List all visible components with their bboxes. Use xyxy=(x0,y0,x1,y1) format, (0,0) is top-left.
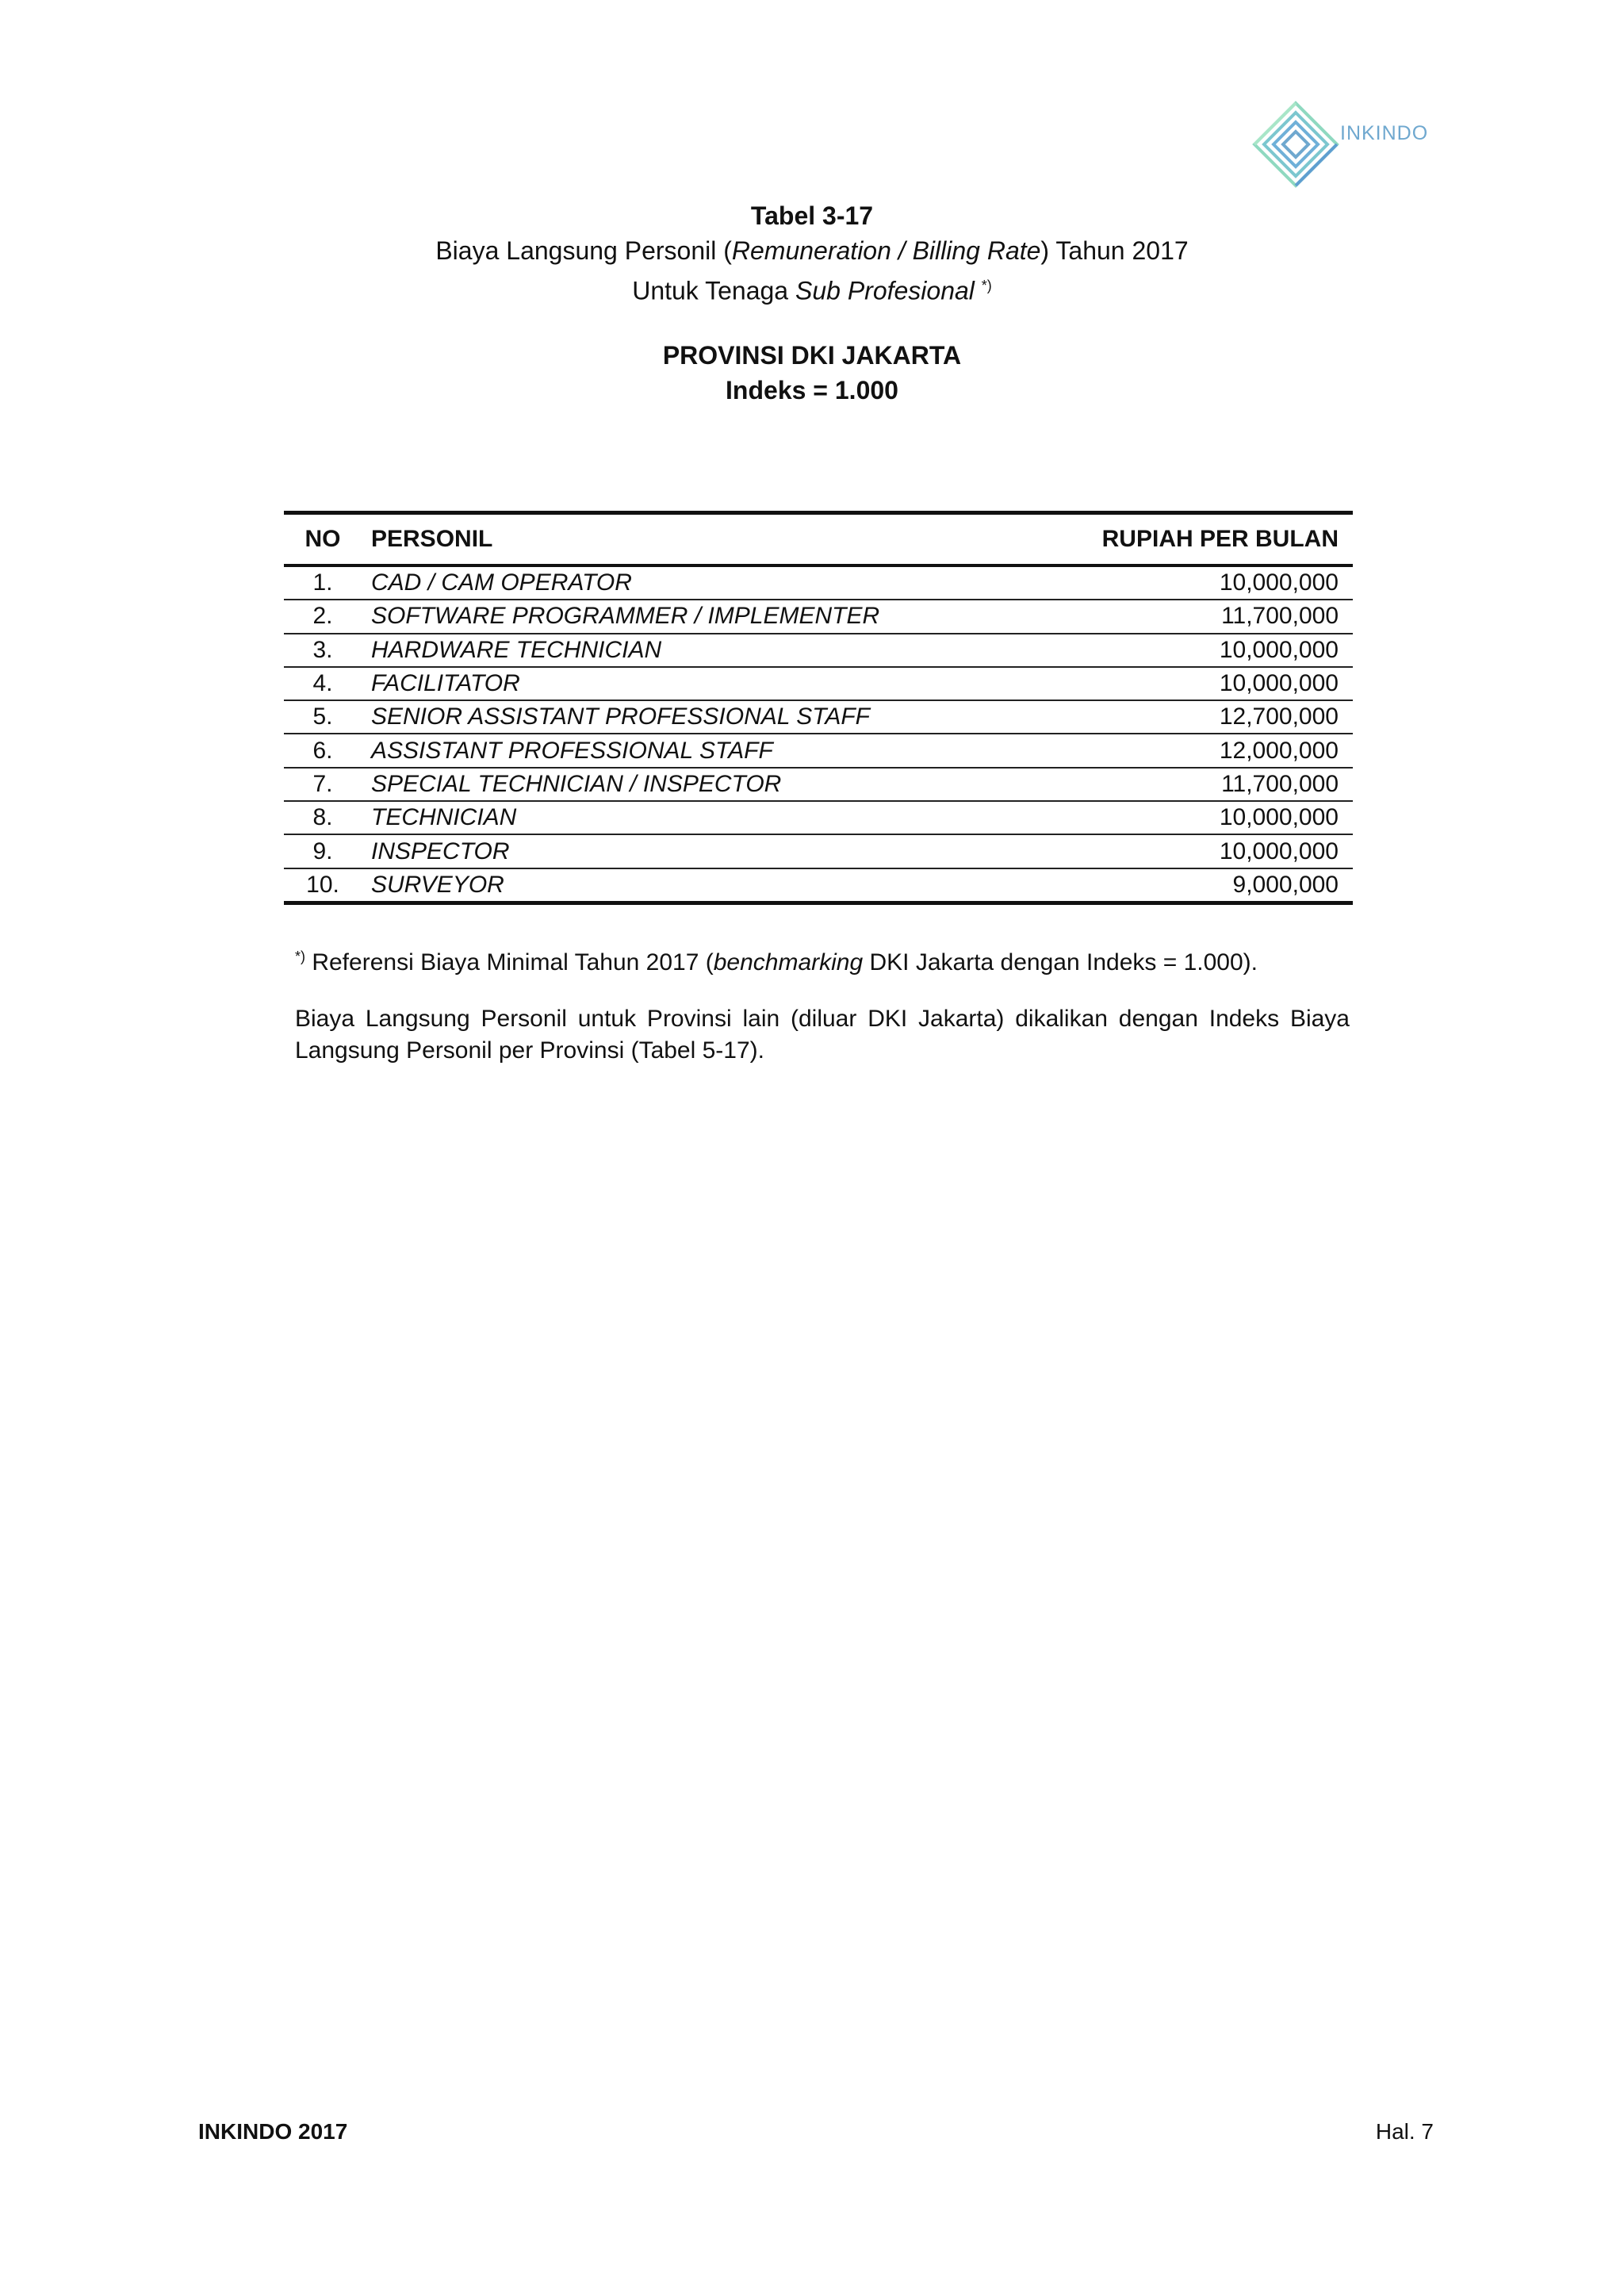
row-no: 5. xyxy=(284,700,362,734)
row-personil: HARDWARE TECHNICIAN xyxy=(362,634,1037,667)
title-line-3 xyxy=(0,268,1624,309)
title-line-2-pre: Biaya Langsung Personil ( xyxy=(435,236,732,265)
row-personil: TECHNICIAN xyxy=(362,801,1037,834)
row-personil: INSPECTOR xyxy=(362,834,1037,868)
row-rupiah: 10,000,000 xyxy=(1037,565,1353,600)
table-row xyxy=(284,600,1353,633)
row-no: 6. xyxy=(284,734,362,767)
table-row xyxy=(284,700,1353,734)
explanatory-paragraph: Biaya Langsung Personil untuk Provinsi lain (diluar DKI Jakarta) dikalikan dengan Indeks Biaya Langsung Personil per Provinsi (Tabel 5-17). xyxy=(295,1006,1350,1064)
table-row xyxy=(284,834,1353,868)
table-row xyxy=(284,801,1353,834)
row-rupiah: 11,700,000 xyxy=(1037,600,1353,633)
row-rupiah: 10,000,000 xyxy=(1037,634,1353,667)
row-rupiah: 10,000,000 xyxy=(1037,834,1353,868)
province-block xyxy=(0,338,1624,408)
row-personil: SURVEYOR xyxy=(362,868,1037,903)
title-block xyxy=(0,198,1624,309)
row-no: 3. xyxy=(284,634,362,667)
inkindo-logo-icon xyxy=(1251,100,1340,189)
table-row xyxy=(284,768,1353,801)
row-no: 2. xyxy=(284,600,362,633)
row-no: 7. xyxy=(284,768,362,801)
header-personil: PERSONIL xyxy=(362,513,1037,566)
row-no: 8. xyxy=(284,801,362,834)
row-rupiah: 11,700,000 xyxy=(1037,768,1353,801)
table-row xyxy=(284,565,1353,600)
footnote-pre: Referensi Biaya Minimal Tahun 2017 ( xyxy=(305,949,714,976)
title-line-3-italic: Sub Profesional xyxy=(795,276,975,305)
title-line-2 xyxy=(0,233,1624,268)
province-title: PROVINSI DKI JAKARTA xyxy=(662,341,962,370)
rates-table xyxy=(284,511,1353,905)
page-number: Hal. 7 xyxy=(1375,2119,1434,2144)
row-no: 1. xyxy=(284,565,362,600)
header-rupiah: RUPIAH PER BULAN xyxy=(1037,513,1353,566)
row-personil: SOFTWARE PROGRAMMER / IMPLEMENTER xyxy=(362,600,1037,633)
table-row xyxy=(284,868,1353,903)
row-rupiah: 10,000,000 xyxy=(1037,801,1353,834)
row-no: 4. xyxy=(284,667,362,700)
title-line-2-italic: Remuneration / Billing Rate xyxy=(731,236,1041,265)
row-rupiah: 10,000,000 xyxy=(1037,667,1353,700)
row-rupiah: 12,000,000 xyxy=(1037,734,1353,767)
footnote-italic: benchmarking xyxy=(713,949,864,976)
table-header-row xyxy=(284,513,1353,566)
footnote-post: DKI Jakarta dengan Indeks = 1.000). xyxy=(863,949,1258,976)
header-no: NO xyxy=(284,513,362,566)
row-no: 9. xyxy=(284,834,362,868)
logo-text: INKINDO xyxy=(1340,122,1429,144)
row-no: 10. xyxy=(284,868,362,903)
footnote xyxy=(295,941,1350,979)
row-personil: FACILITATOR xyxy=(362,667,1037,700)
row-rupiah: 9,000,000 xyxy=(1037,868,1353,903)
inkindo-logo xyxy=(1251,100,1442,189)
index-title: Indeks = 1.000 xyxy=(726,376,898,404)
row-personil: ASSISTANT PROFESSIONAL STAFF xyxy=(362,734,1037,767)
table-row xyxy=(284,634,1353,667)
title-line-2-post: ) Tahun 2017 xyxy=(1040,236,1189,265)
row-personil: CAD / CAM OPERATOR xyxy=(362,565,1037,600)
title-line-3-pre: Untuk Tenaga xyxy=(632,276,795,305)
row-rupiah: 12,700,000 xyxy=(1037,700,1353,734)
rates-table-wrap xyxy=(284,511,1353,905)
table-number: Tabel 3-17 xyxy=(750,201,874,230)
footnote-marker: *) xyxy=(295,949,305,964)
title-footnote-marker: *) xyxy=(981,278,992,293)
table-row xyxy=(284,734,1353,767)
table-row xyxy=(284,667,1353,700)
footer-organization: INKINDO 2017 xyxy=(198,2119,348,2144)
row-personil: SPECIAL TECHNICIAN / INSPECTOR xyxy=(362,768,1037,801)
row-personil: SENIOR ASSISTANT PROFESSIONAL STAFF xyxy=(362,700,1037,734)
